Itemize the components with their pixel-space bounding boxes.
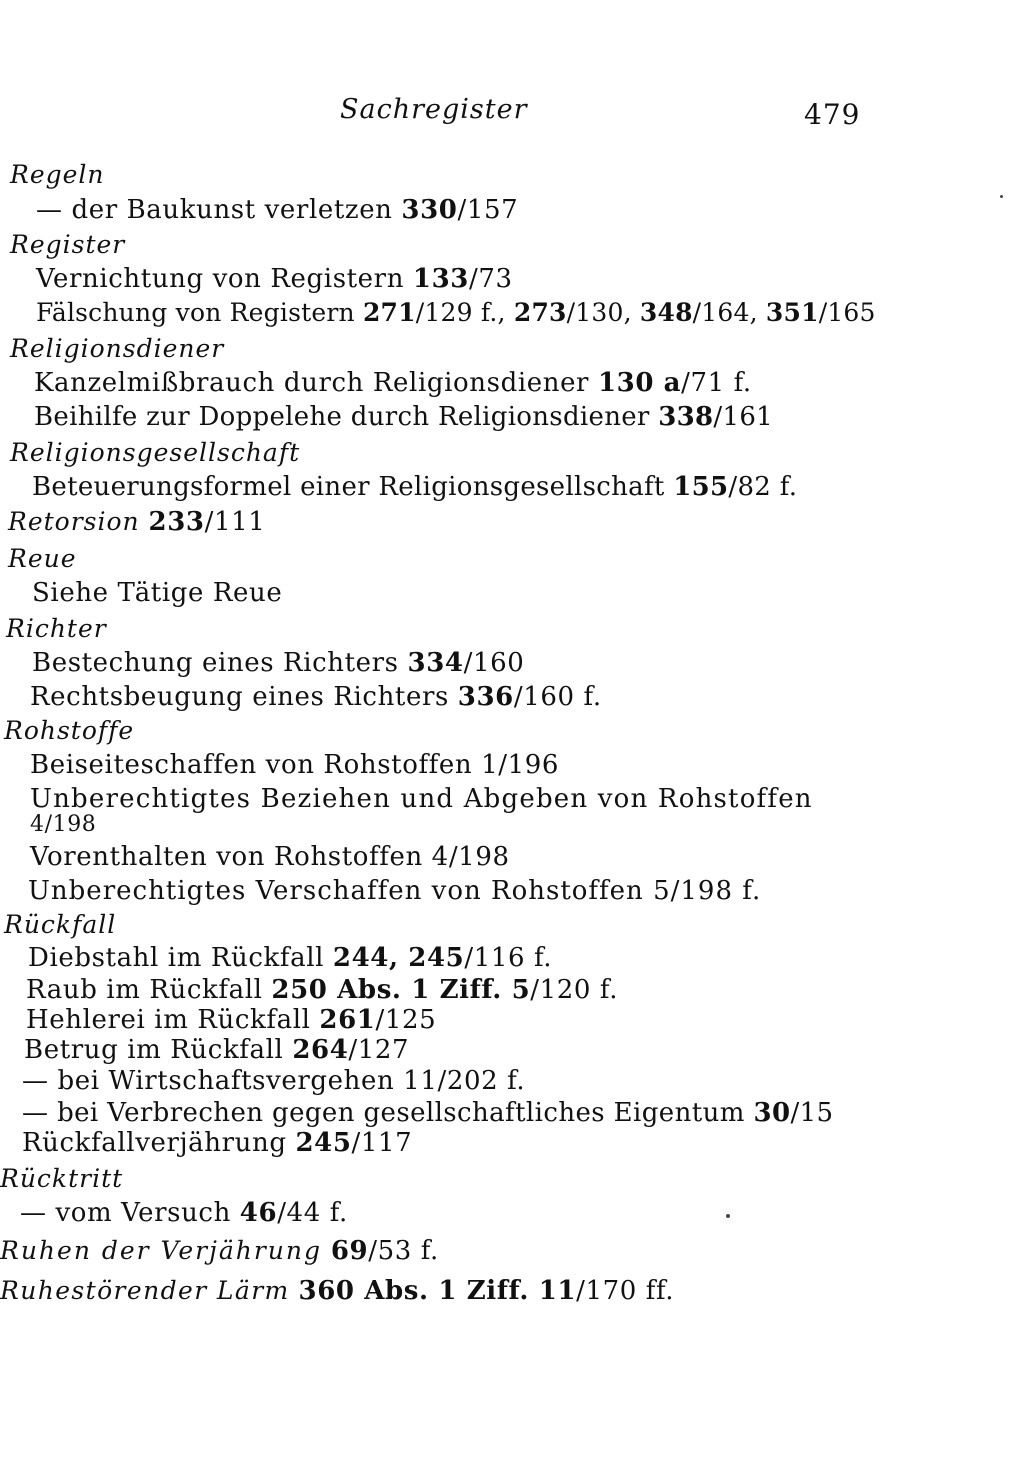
index-entry: Fälschung von Registern 271/129 f., 273/130, 348/164, 351/165: [36, 298, 876, 327]
index-entry: — der Baukunst verletzen 330/157: [36, 195, 519, 225]
index-entry: Siehe Tätige Reue: [32, 578, 283, 608]
index-entry: Hehlerei im Rückfall 261/125: [26, 1005, 437, 1035]
index-entry: Bestechung eines Richters 334/160: [32, 648, 525, 678]
index-heading: Reue: [8, 544, 77, 573]
index-entry: — bei Verbrechen gegen gesellschaftliches Eigentum 30/15: [22, 1098, 834, 1128]
index-heading: Regeln: [10, 160, 105, 189]
index-entry: Vorenthalten von Rohstoffen 4/198: [30, 842, 510, 872]
index-heading: Religionsdiener: [10, 334, 225, 363]
running-head: Sachregister: [340, 94, 528, 125]
index-heading: Rücktritt: [0, 1164, 124, 1193]
index-heading: Rückfall: [4, 910, 117, 939]
index-entry: Rückfallverjährung 245/117: [22, 1128, 413, 1158]
index-heading: Richter: [6, 614, 107, 643]
scan-speck: [1000, 195, 1003, 198]
page-number: 479: [804, 98, 861, 131]
index-heading: Retorsion 233/111: [8, 507, 266, 537]
index-entry: 4/198: [30, 812, 97, 837]
index-heading: Register: [10, 230, 126, 259]
index-entry: Unberechtigtes Beziehen und Abgeben von Rohstoffen: [30, 784, 813, 814]
scan-speck: [726, 1214, 730, 1218]
index-entry: Rechtsbeugung eines Richters 336/160 f.: [30, 682, 602, 712]
index-entry: Beiseiteschaffen von Rohstoffen 1/196: [30, 750, 560, 780]
index-entry: Betrug im Rückfall 264/127: [24, 1035, 410, 1065]
index-entry: Beihilfe zur Doppelehe durch Religionsdiener 338/161: [34, 402, 774, 432]
index-entry: Beteuerungsformel einer Religionsgesellschaft 155/82 f.: [32, 472, 798, 502]
index-entry: Kanzelmißbrauch durch Religionsdiener 130 a/71 f.: [34, 368, 752, 398]
index-heading: Ruhestörender Lärm 360 Abs. 1 Ziff. 11/170 ff.: [0, 1276, 675, 1306]
index-entry: — vom Versuch 46/44 f.: [20, 1198, 348, 1228]
index-entry: Raub im Rückfall 250 Abs. 1 Ziff. 5/120 f.: [26, 975, 619, 1005]
index-entry: Diebstahl im Rückfall 244, 245/116 f.: [28, 943, 553, 973]
index-heading: Religionsgesellschaft: [10, 438, 301, 467]
index-entry: Unberechtigtes Verschaffen von Rohstoffen 5/198 f.: [28, 876, 762, 906]
index-heading: Ruhen der Verjährung 69/53 f.: [0, 1236, 439, 1266]
index-heading: Rohstoffe: [4, 716, 135, 745]
index-entry: Vernichtung von Registern 133/73: [36, 264, 513, 294]
index-entry: — bei Wirtschaftsvergehen 11/202 f.: [22, 1066, 526, 1096]
